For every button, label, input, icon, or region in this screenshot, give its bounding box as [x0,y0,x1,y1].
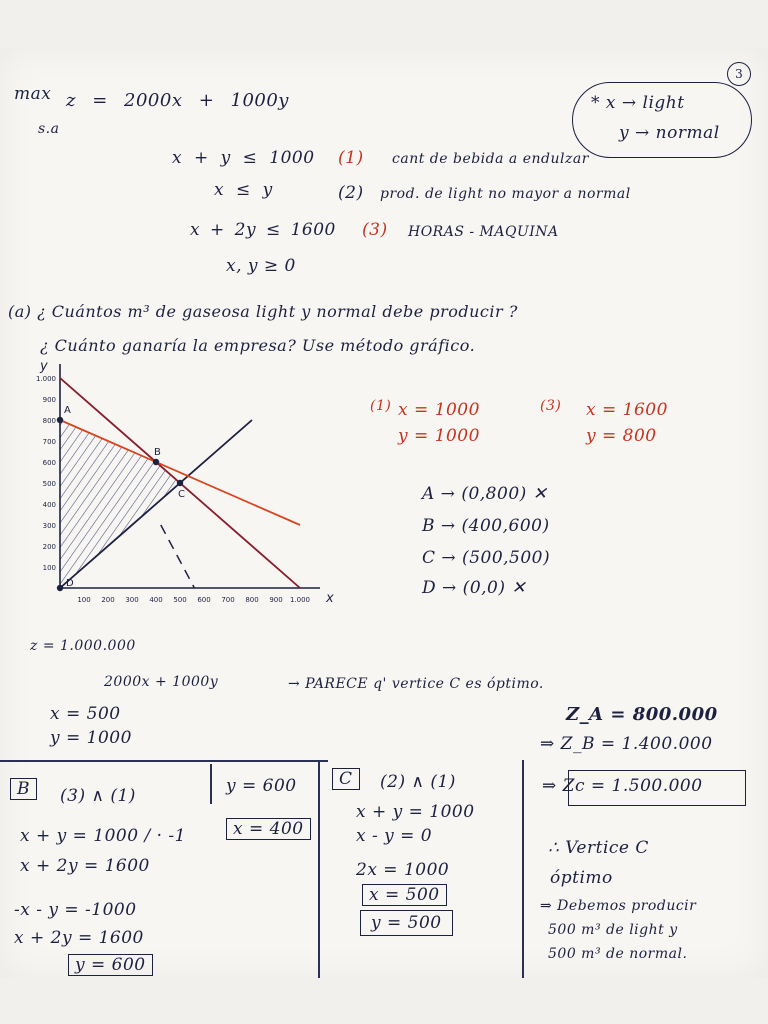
vertex-label-c: C [178,489,185,500]
z-c-box [568,770,746,806]
y-tick-label: 400 [42,501,56,509]
section-b-eq4: x + 2y = 1600 [14,928,144,948]
conclusion-5: 500 m³ de normal. [548,946,688,962]
section-c-res-y: y = 500 [360,910,453,936]
divider-right [522,760,524,978]
section-c-eq3: 2x = 1000 [356,860,450,880]
x-tick-label: 500 [173,596,187,604]
variable-legend [572,82,752,158]
section-c-eq1: x + y = 1000 [356,802,475,822]
legend-y: y → normal [619,123,720,143]
divider-horizontal [0,760,328,762]
section-b-res-y: y = 600 [68,954,153,976]
question-line-2: ¿ Cuánto ganaría la empresa? Use método gráfico. [40,336,476,355]
x-tick-label: 600 [197,596,211,604]
constraint-1-num: (1) [338,148,364,168]
section-b-header: (3) ∧ (1) [60,786,136,806]
vertex-point-a [57,417,63,423]
notebook-page [0,48,768,978]
vertex-label-d: D [66,578,74,589]
x-tick-label: 400 [149,596,163,604]
x-tick-label: 1.000 [289,596,311,604]
y-tick-label: 500 [42,480,56,488]
z-c-value: ⇒ Zc = 1.500.000 [542,776,703,796]
section-b-eq2: x + 2y = 1600 [20,856,150,876]
conclusion-1: ∴ Vertice C [548,838,649,858]
vertex-b: B → (400,600) [422,516,550,536]
constraint-3-num: (3) [362,220,388,240]
intercept-1-label: (1) [370,398,392,414]
x-tick-label: 900 [269,596,283,604]
z-a-value: Z_A = 800.000 [566,704,718,725]
conclusion-2: óptimo [550,868,613,888]
constraint-4-expr: x, y ≥ 0 [226,256,296,276]
y-tick-label: 1.000 [35,375,56,383]
intercept-3-y: y = 800 [586,426,657,446]
objective-function: z = 2000x + 1000y [66,90,289,111]
vertex-point-c [177,480,183,486]
intercept-3-label: (3) [540,398,562,414]
trial-y: y = 1000 [50,728,132,748]
vertex-a: A → (0,800) ✕ [422,484,548,504]
section-c-eq2: x - y = 0 [356,826,433,846]
section-c-res-x: x = 500 [362,884,447,906]
constraint-1-expr: x + y ≤ 1000 [172,148,315,168]
page-number: 3 [727,62,751,86]
subject-to-label: s.a [38,121,60,137]
iso-profit-line [161,525,195,588]
y-tick-label: 600 [42,459,56,467]
intercept-1-y: y = 1000 [398,426,480,446]
constraint-3-expr: x + 2y ≤ 1600 [190,220,336,240]
feasible-region-chart [30,358,360,618]
question-line-1: (a) ¿ Cuántos m³ de gaseosa light y normal debe producir ? [8,302,518,321]
y-tick-label: 800 [42,417,56,425]
constraint-3-desc: HORAS - MAQUINA [408,224,559,240]
y-tick-label: 700 [42,438,56,446]
remark: → PARECE q' vertice C es óptimo. [288,676,544,692]
feasible-region [60,420,180,588]
y-tick-label: 200 [42,543,56,551]
x-tick-label: 300 [125,596,139,604]
legend-x: * x → light [591,93,685,113]
max-label: max [14,84,52,104]
x-tick-label: 100 [77,596,91,604]
section-b-res-x: x = 400 [226,818,311,840]
x-axis-label: x [326,591,334,606]
z-b-value: ⇒ Z_B = 1.400.000 [540,734,713,754]
iso-line: 2000x + 1000y [104,674,219,690]
y-axis-label: y [40,359,48,374]
vertex-point-b [153,459,159,465]
vertex-point-d [57,585,63,591]
section-c-tag: C [332,768,360,790]
intercept-1-x: x = 1000 [398,400,480,420]
conclusion-4: 500 m³ de light y [548,922,678,938]
x-tick-label: 700 [221,596,235,604]
x-tick-label: 200 [101,596,115,604]
constraint-2-num: (2) [338,183,364,203]
z-line: z = 1.000.000 [30,638,136,654]
section-b-eq3: -x - y = -1000 [14,900,137,920]
section-b-tag: B [10,778,37,800]
section-c-header: (2) ∧ (1) [380,772,456,792]
x-tick-label: 800 [245,596,259,604]
divider-mid [210,764,212,804]
y-tick-label: 300 [42,522,56,530]
trial-x: x = 500 [50,704,121,724]
constraint-1-desc: cant de bebida a endulzar [392,151,589,167]
vertex-c: C → (500,500) [422,548,551,568]
constraint-2-desc: prod. de light no mayor a normal [380,186,631,202]
intercept-3-x: x = 1600 [586,400,668,420]
vertex-label-a: A [64,405,71,416]
y-tick-label: 900 [42,396,56,404]
section-b-y-top: y = 600 [226,776,297,796]
conclusion-3: ⇒ Debemos producir [540,898,697,914]
divider-left [318,760,320,978]
constraint-2-expr: x ≤ y [214,180,273,200]
vertex-label-b: B [154,447,161,458]
vertex-d: D → (0,0) ✕ [422,578,527,598]
section-b-eq1: x + y = 1000 / · -1 [20,826,186,846]
y-tick-label: 100 [42,564,56,572]
